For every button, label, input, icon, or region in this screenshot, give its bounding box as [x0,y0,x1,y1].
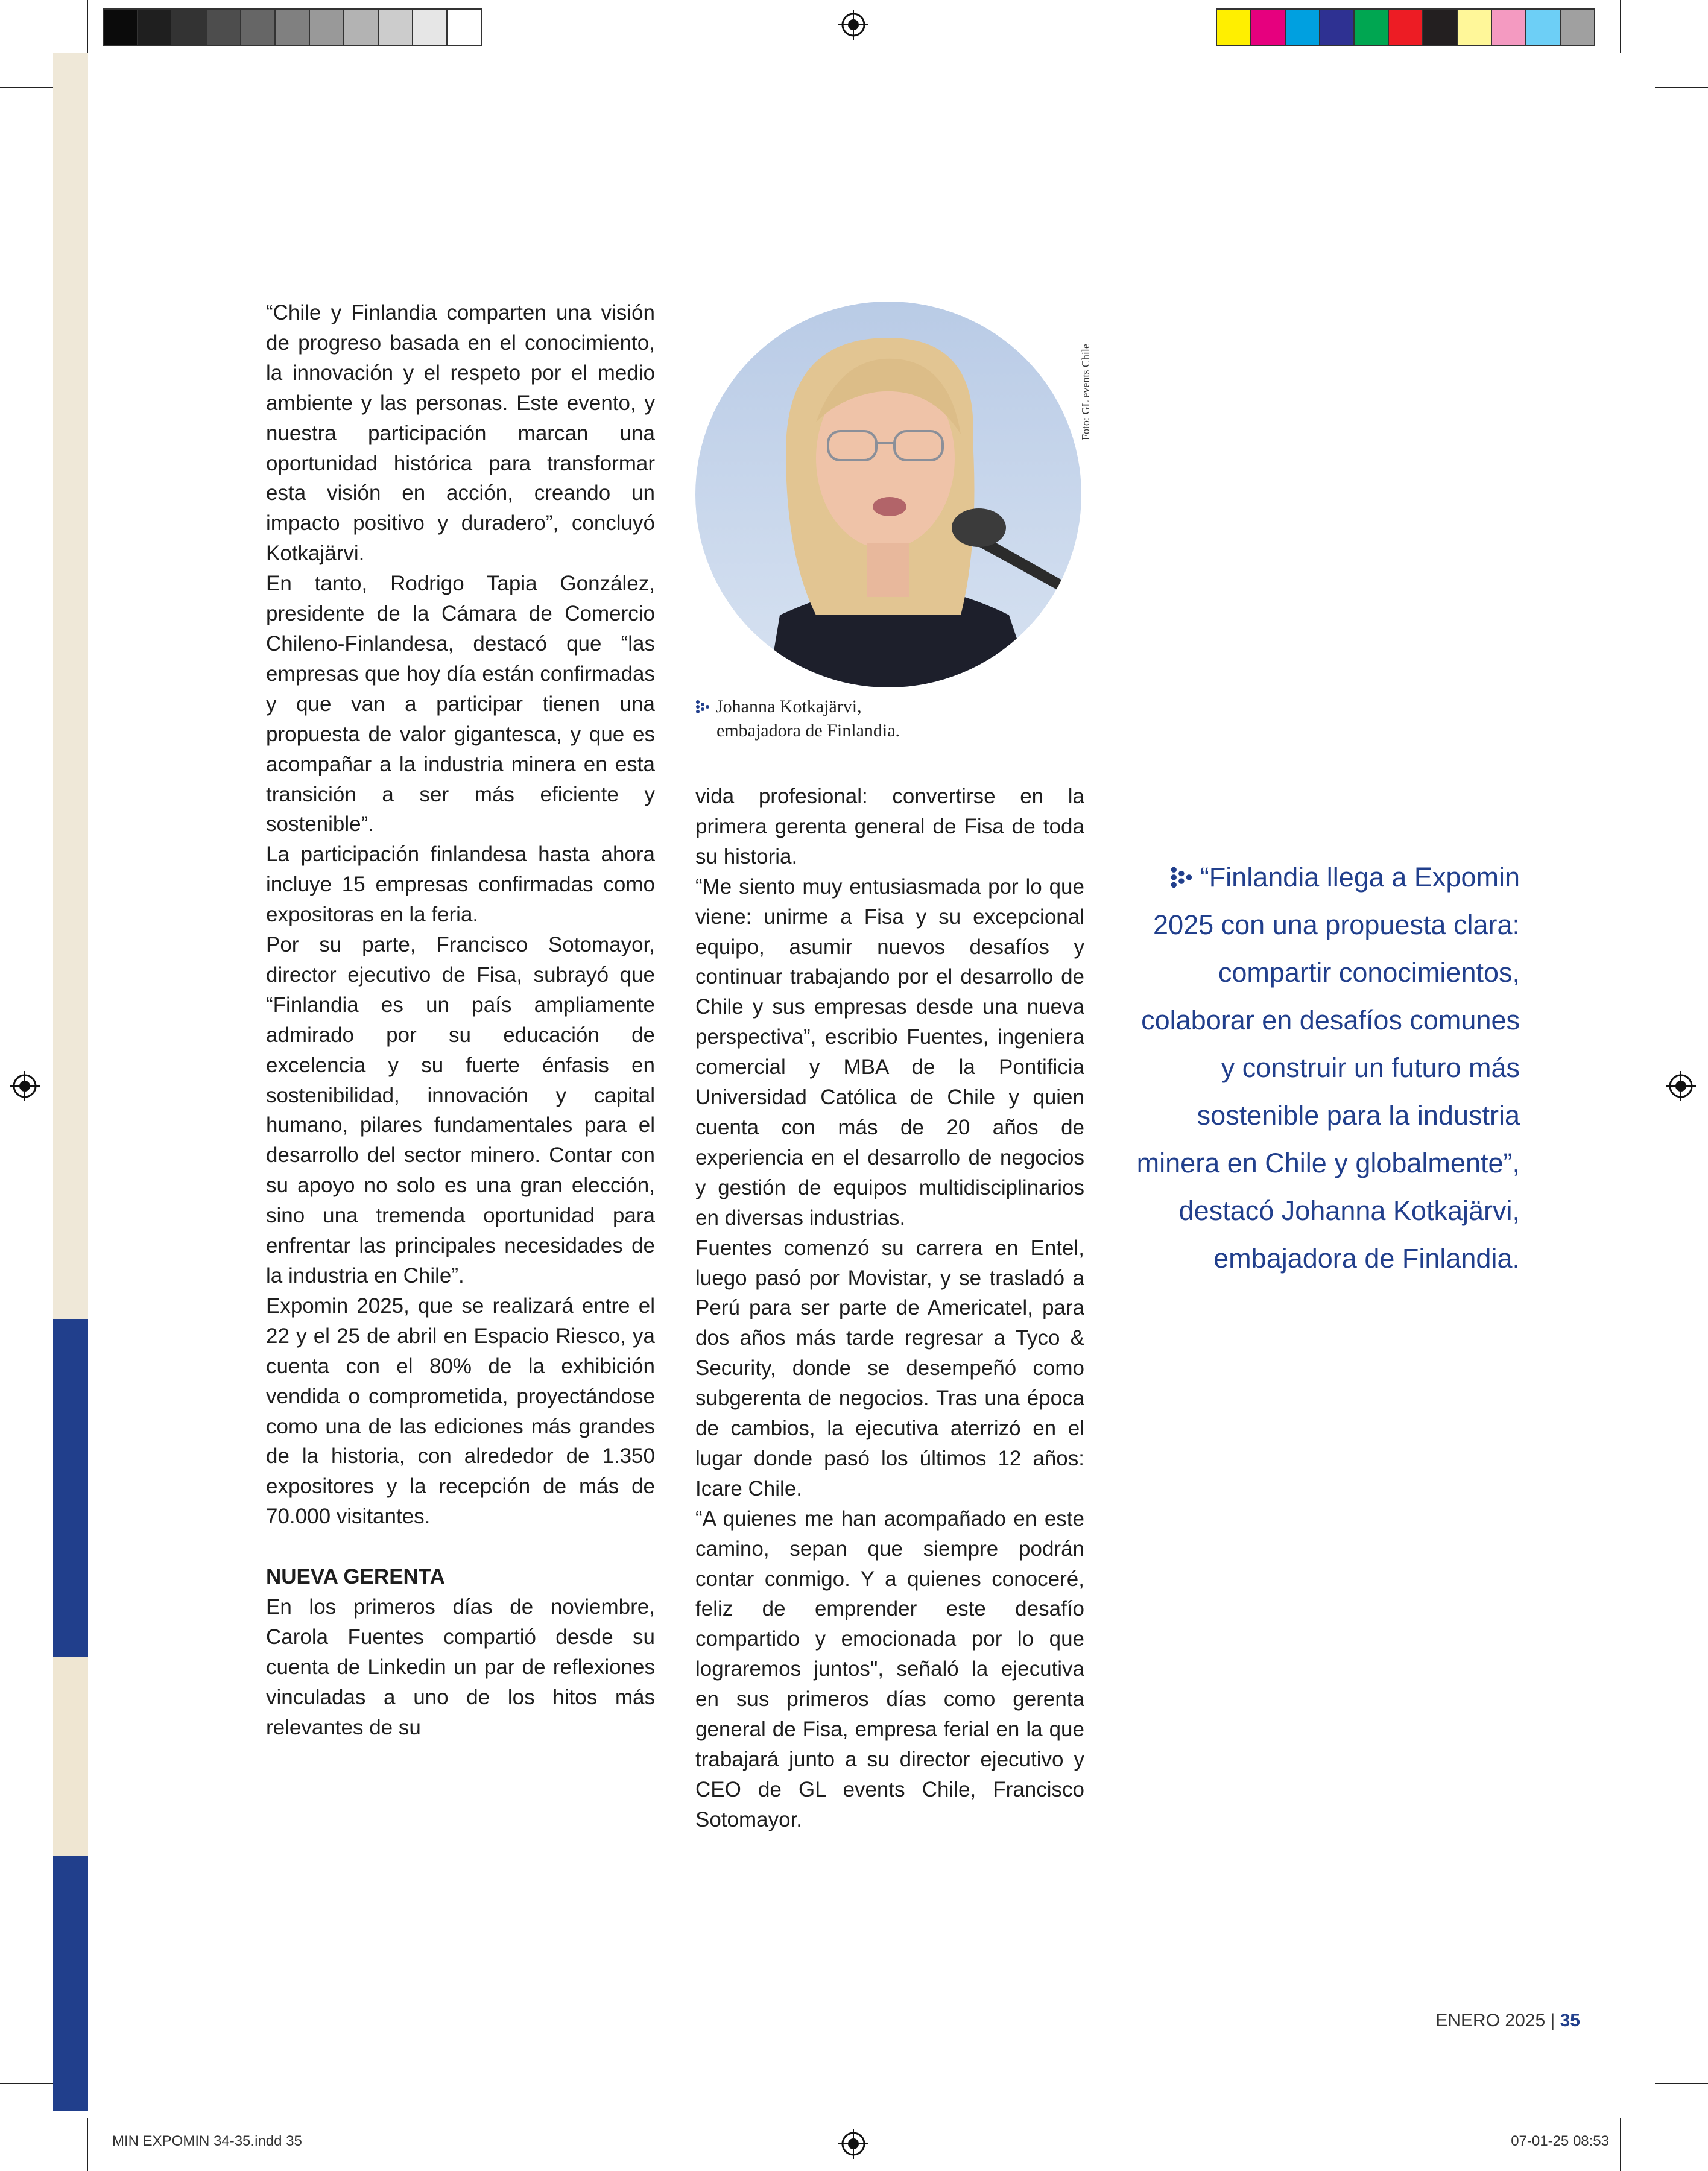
side-decoration-cream [53,1657,88,1856]
pull-quote-text: “Finlandia llega a Expomin 2025 con una propuesta clara: compartir conocimientos, colaborar en desafíos comunes y construir un futuro más sostenible para la industria minera en Chile y globalmente”, destacó Johanna Kotkajärvi, embajadora de Finlandia. [1136,862,1520,1274]
color-swatch [1526,10,1561,45]
color-swatch [379,10,413,45]
color-swatch [241,10,276,45]
process-color-bar [1216,8,1595,46]
caption-role: embajadora de Finlandia. [716,721,900,741]
color-swatch [138,10,172,45]
color-swatch [1561,10,1594,45]
paragraph: En los primeros días de noviembre, Carola Fuentes compartió desde su cuenta de Linkedin un par de reflexiones vinculadas a uno de los hitos más relevantes de su [266,1594,655,1739]
color-swatch [1286,10,1320,45]
issue-label: ENERO 2025 [1435,2011,1546,2030]
paragraph: Fuentes comenzó su carrera en Entel, luego pasó por Movistar, y se trasladó a Perú para ser parte de Americatel, para dos años más tarde regresar a Tyco & Security, donde se desempeñó como subgerenta de negocios. Tras una época de cambios, la ejecutiva aterrizó en el lugar donde pasó los últimos 12 años: Icare Chile. [695,1236,1084,1500]
page-footer [1435,2011,1580,2031]
paragraph: “Me siento muy entusiasmada por lo que viene: unirme a Fisa y su excepcional equipo, asumir nuevos desafíos y continuar trabajando por el desarrollo de Chile y sus empresas desde una nueva perspectiva”, escribio Fuentes, ingeniera comercial y MBA de la Pontificia Universidad Católica de Chile y quien cuenta con más de 20 años de experiencia en el desarrollo de negocios y gestión de equipos multidisciplinarios en diversas industrias. [695,874,1084,1230]
color-swatch [172,10,207,45]
color-swatch [1251,10,1286,45]
color-swatch [1458,10,1492,45]
grayscale-color-bar [103,8,482,46]
portrait-photo [695,302,1081,687]
page-number: 35 [1560,2011,1580,2030]
portrait-illustration [695,302,1081,687]
photo-caption [695,695,1093,743]
photo-credit: Foto: GL events Chile [1080,344,1092,440]
color-swatch [1320,10,1355,45]
paragraph: En tanto, Rodrigo Tapia González, presidente de la Cámara de Comercio Chileno-Finlandesa, destacó que “las empresas que hoy día están confirmadas y que van a participar tienen una propuesta de valor gigantesca, y que es acompañar a la industria minera en esta transición a ser más eficiente y sostenible”. [266,572,655,836]
crop-mark [1620,2118,1621,2171]
side-decoration-blue [53,1856,88,2111]
color-swatch [207,10,241,45]
crop-mark [1620,0,1621,53]
paragraph: “Chile y Finlandia comparten una visión de progreso basada en el conocimiento, la innovación y el respeto por el medio ambiente y las personas. Este evento, y nuestra participación marcan una oportunidad histórica para transformar esta visión en acción, creando un impacto positivo y duradero”, concluyó Kotkajärvi. [266,301,655,566]
registration-mark-icon [838,10,868,40]
color-swatch [1423,10,1458,45]
article-column-2 [695,782,1084,1835]
color-swatch [344,10,379,45]
paragraph: La participación finlandesa hasta ahora incluye 15 empresas confirmadas como expositoras en la feria. [266,842,655,927]
crop-mark [1655,87,1708,88]
color-swatch [104,10,138,45]
color-swatch [310,10,344,45]
footer-separator: | [1550,2011,1555,2030]
paragraph: Por su parte, Francisco Sotomayor, director ejecutivo de Fisa, subrayó que “Finlandia es un país ampliamente admirado por su educación de excelencia y su fuerte énfasis en sostenibilidad, innovación y capital humano, pilares fundamentales para el desarrollo del sector minero. Contar con su apoyo no solo es una gran elección, sino una tremenda oportunidad para enfrentar las principales necesidades de la industria en Chile”. [266,933,655,1288]
article-column-1 [266,298,655,1742]
color-swatch [448,10,481,45]
color-swatch [1355,10,1389,45]
caption-name: Johanna Kotkajärvi, [716,697,862,716]
pull-quote [1134,853,1520,1282]
color-swatch [1389,10,1423,45]
color-swatch [276,10,310,45]
registration-mark-icon [1666,1071,1696,1101]
side-decoration-blue [53,1319,88,1657]
paragraph: vida profesional: convertirse en la primera gerenta general de Fisa de toda su historia. [695,785,1084,868]
print-slug-file: MIN EXPOMIN 34-35.indd 35 [112,2133,302,2149]
crop-mark [0,2083,53,2084]
crop-mark [87,0,88,53]
paragraph: Expomin 2025, que se realizará entre el 22 y el 25 de abril en Espacio Riesco, ya cuenta con el 80% de la exhibición vendida o comprometida, proyectándose como una de las ediciones más grandes de la historia, con alrededor de 1.350 expositores y la recepción de más de 70.000 visitantes. [266,1294,655,1529]
registration-mark-icon [838,2129,868,2159]
crop-mark [87,2118,88,2171]
color-swatch [1492,10,1526,45]
side-decoration-cream [53,53,88,1319]
section-heading: NUEVA GERENTA [266,1565,445,1589]
bullet-dots-icon [1170,866,1197,893]
print-slug-datetime: 07-01-25 08:53 [1511,2133,1609,2149]
color-swatch [413,10,448,45]
color-swatch [1217,10,1251,45]
registration-mark-icon [10,1071,40,1101]
paragraph: “A quienes me han acompañado en este camino, sepan que siempre podrán contar conmigo. Y a quienes conoceré, feliz de emprender este desafío compartido y emocionada por lo que lograremos juntos", señaló la ejecutiva en sus primeros días como gerenta general de Fisa, empresa ferial en la que trabajará junto a su director ejecutivo y CEO de GL events Chile, Francisco Sotomayor. [695,1506,1084,1831]
crop-mark [1655,2083,1708,2084]
bullet-dots-icon [695,700,712,716]
crop-mark [0,87,53,88]
